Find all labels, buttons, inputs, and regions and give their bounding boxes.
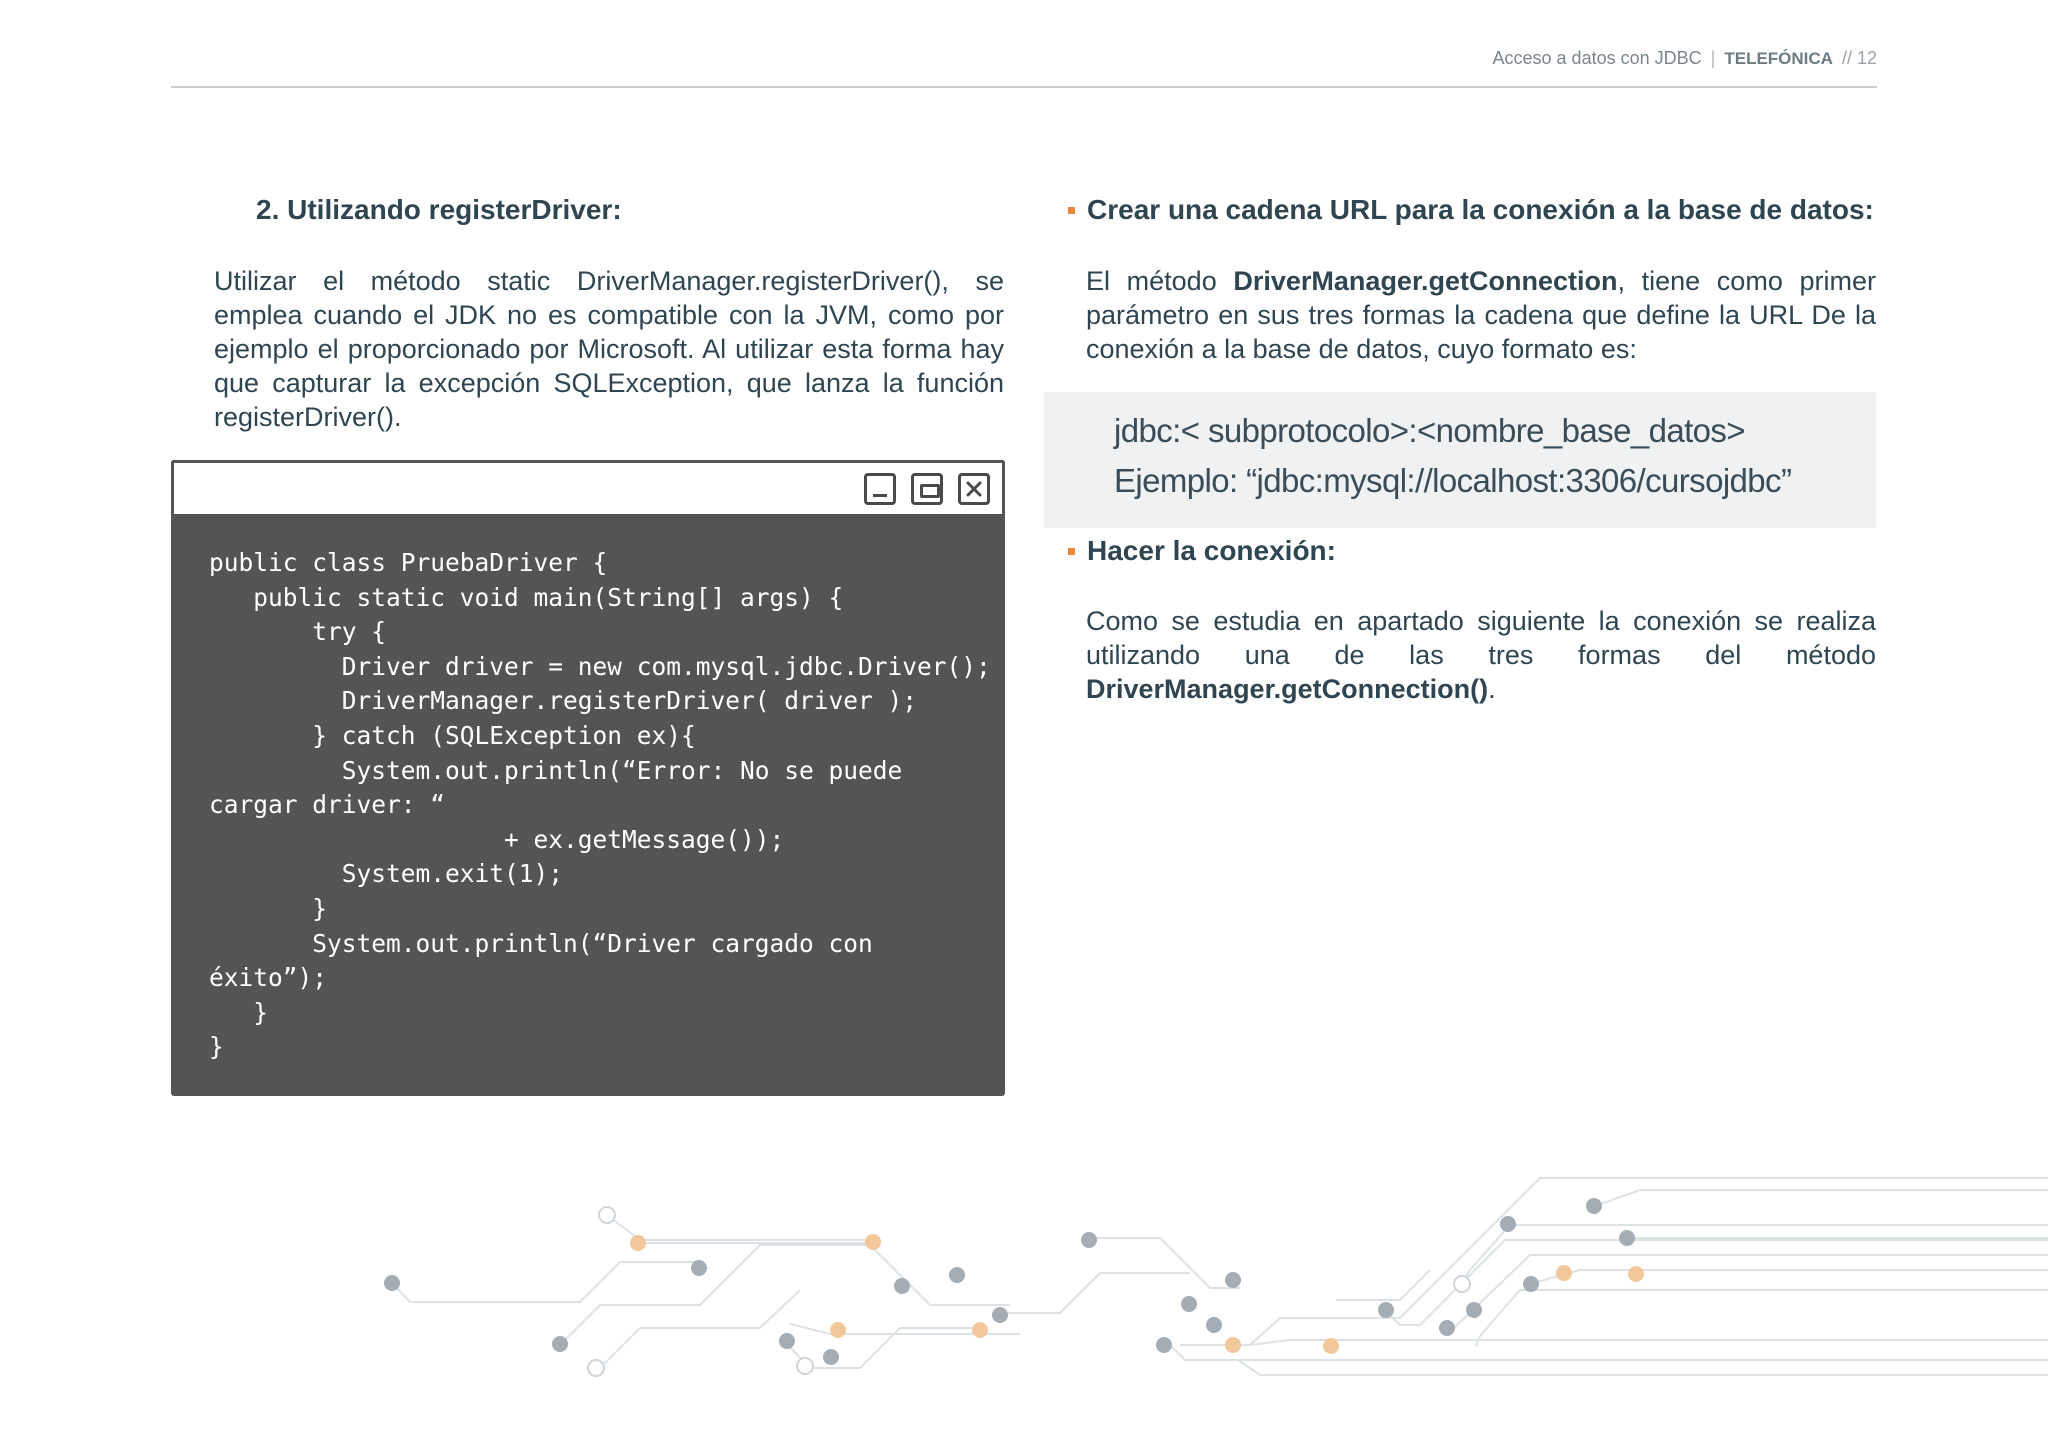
minimize-icon[interactable] (864, 473, 896, 505)
method-name: DriverManager.getConnection() (1086, 674, 1489, 704)
page-number: // 12 (1841, 48, 1877, 68)
url-format-box (1044, 392, 1876, 528)
window-titlebar (171, 460, 1005, 514)
method-name: DriverManager.getConnection (1233, 266, 1618, 296)
getconnection-paragraph (1086, 264, 1876, 366)
header-divider (171, 86, 1877, 88)
intro-paragraph: Utilizar el método static DriverManager.registerDriver(), se emplea cuando el JDK no es compatible con la JVM, como por ejemplo el proporcionado por Microsoft. Al utilizar esta forma hay que capturar la excepción SQLException, que lanza la función registerDriver(). (214, 266, 1004, 432)
text-run: . (1488, 674, 1496, 704)
section-heading: 2. Utilizando registerDriver: (256, 194, 622, 225)
maximize-icon[interactable] (911, 473, 943, 505)
bullet-marker-icon (1068, 207, 1075, 214)
bullet-label: Hacer la conexión: (1087, 535, 1336, 566)
circuit-decoration (0, 1120, 2048, 1448)
text-run: Como se estudia en apartado siguiente la conexión se realiza utilizando una de las tres formas del método (1086, 606, 1876, 670)
brand-name: TELEFÓNICA (1724, 49, 1833, 68)
bullet-connect (1068, 535, 1336, 567)
close-icon[interactable] (958, 473, 990, 505)
text-run: , tiene como primer parámetro en sus tres formas la cadena que define la URL De la conexión a la base de datos, cuyo formato es: (1086, 266, 1876, 364)
url-format: jdbc:< subprotocolo>:<nombre_base_datos> (1114, 412, 1745, 449)
code-listing: public class PruebaDriver { public static void main(String[] args) { try { Driver driver = new com.mysql.jdbc.Driver(); DriverManager.registerDriver( driver ); } catch (SQLException ex){ System.out.println(“Error: No se puede cargar driver: “ + ex.getMessage()); System.exit(1); } System.out.println(“Driver cargado con éxito”); } } (209, 548, 991, 1062)
text-run: El método (1086, 266, 1234, 296)
url-example: Ejemplo: “jdbc:mysql://localhost:3306/cursojdbc” (1114, 462, 1792, 499)
connection-paragraph (1086, 604, 1876, 706)
bullet-create-url (1068, 194, 1874, 226)
bullet-marker-icon (1068, 548, 1075, 555)
bullet-label: Crear una cadena URL para la conexión a la base de datos: (1087, 194, 1874, 225)
document-title: Acceso a datos con JDBC (1492, 48, 1702, 68)
page-header (1493, 48, 1877, 69)
code-window (171, 460, 1005, 1096)
header-separator: | (1710, 48, 1716, 68)
